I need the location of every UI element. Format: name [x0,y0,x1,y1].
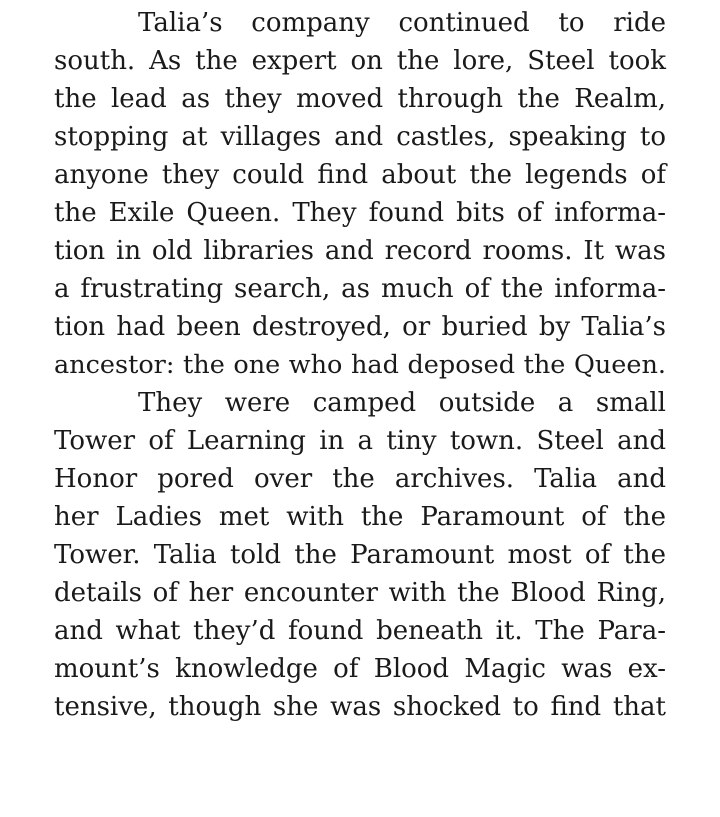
text-line: mount’s knowledge of Blood Magic was ex- [54,654,666,684]
text-line: Tower of Learning in a tiny town. Steel and [54,426,666,456]
text-line: Honor pored over the archives. Talia and [54,464,666,494]
text-line: tensive, though she was shocked to find that [54,692,666,722]
text-line: and what they’d found beneath it. The Para- [54,616,666,646]
text-line: south. As the expert on the lore, Steel took [54,46,666,76]
paragraph [54,4,666,384]
text-line: details of her encounter with the Blood Ring, [54,578,666,608]
text-line: Tower. Talia told the Paramount most of the [54,540,666,570]
book-page [54,4,666,726]
text-line: stopping at villages and castles, speaking to [54,122,666,152]
text-line: They were camped outside a small [138,388,666,418]
text-line: tion in old libraries and record rooms. It was [54,236,666,266]
text-line: ancestor: the one who had deposed the Queen. [54,350,666,380]
text-line: the lead as they moved through the Realm, [54,84,666,114]
paragraph [54,384,666,726]
text-line: the Exile Queen. They found bits of informa- [54,198,666,228]
text-line: Talia’s company continued to ride [138,8,666,38]
text-line: her Ladies met with the Paramount of the [54,502,666,532]
text-line: anyone they could find about the legends of [54,160,666,190]
text-line: tion had been destroyed, or buried by Talia’s [54,312,666,342]
text-line: a frustrating search, as much of the informa- [54,274,666,304]
